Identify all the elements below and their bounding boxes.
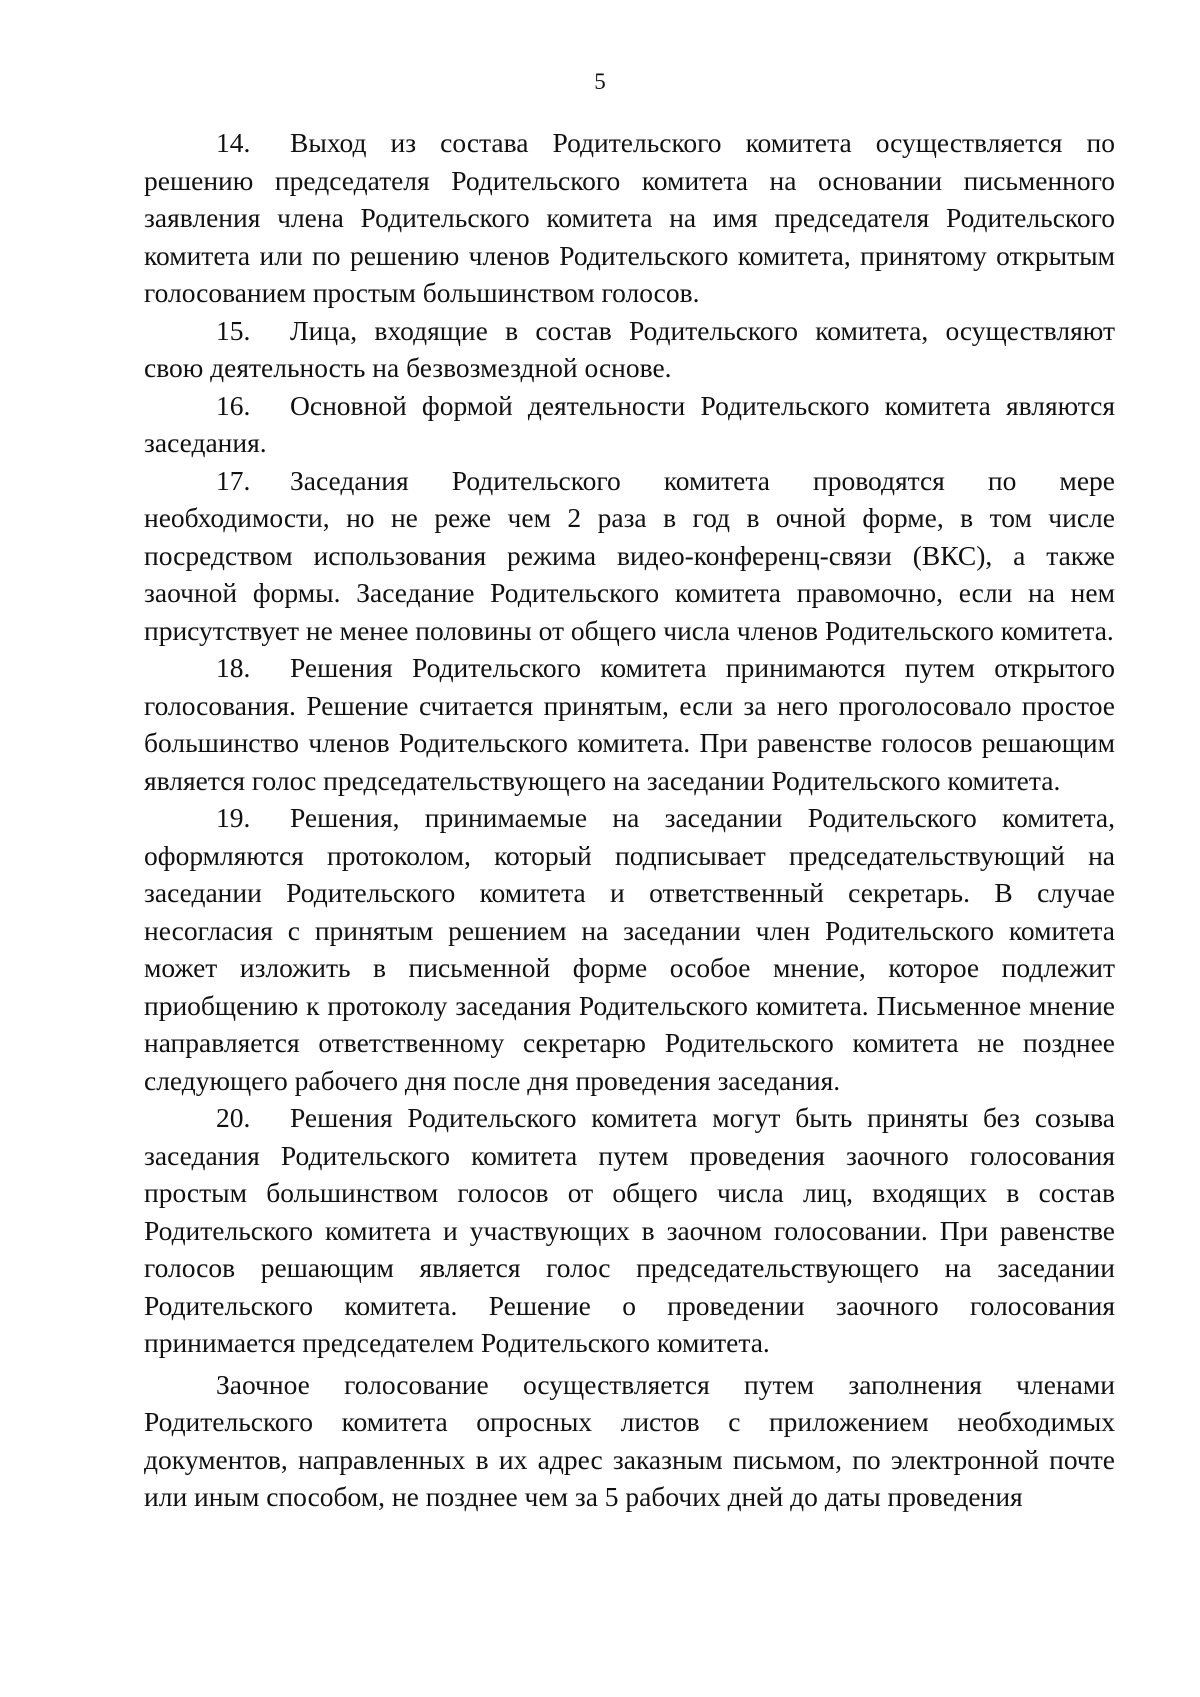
paragraph-text: Решения Родительского комитета принимаются путем открытого голосования. Решение считается принятым, если за него проголосовало простое большинство членов Родительского комитета. При равенстве голосов решающим является голос председательствующего на заседании Родительского комитета.	[144, 652, 1115, 796]
paragraph-text: Лица, входящие в состав Родительского комитета, осуществляют свою деятельность на безвозмездной основе.	[144, 314, 1115, 383]
paragraph-14	[144, 124, 1115, 312]
paragraph-15	[144, 312, 1115, 387]
paragraph-text: Решения, принимаемые на заседании Родительского комитета, оформляются протоколом, который подписывает председательствующий на заседании Родительского комитета и ответственный секретарь. В случае несогласия с принятым решением на заседании член Родительского комитета может изложить в письменной форме особое мнение, которое подлежит приобщению к протоколу заседания Родительского комитета. Письменное мнение направляется ответственному секретарю Родительского комитета не позднее следующего рабочего дня после дня проведения заседания.	[144, 802, 1115, 1096]
paragraph-text: Заседания Родительского комитета проводятся по мере необходимости, но не реже чем 2 раза в год в очной форме, в том числе посредством использования режима видео-конференц-связи (ВКС), а также заочной формы. Заседание Родительского комитета правомочно, если на нем присутствует не менее половины от общего числа членов Родительского комитета.	[144, 464, 1115, 646]
paragraph-17	[144, 462, 1115, 650]
paragraph-19	[144, 799, 1115, 1099]
document-body	[144, 124, 1115, 1516]
paragraph-number: 15.	[216, 314, 251, 346]
page-number: 5	[594, 69, 606, 94]
paragraph-text: Основной формой деятельности Родительского комитета являются заседания.	[144, 389, 1115, 458]
paragraph-number: 14.	[216, 127, 251, 158]
paragraph-number: 16.	[216, 389, 251, 421]
paragraph-18	[144, 649, 1115, 799]
paragraph-number: 18.	[216, 652, 251, 683]
paragraph-text: Заочное голосование осуществляется путем заполнения членами Родительского комитета опросных листов с приложением необходимых документов, направленных в их адрес заказным письмом, по электронной почте или иным способом, не позднее чем за 5 рабочих дней до даты проведения	[144, 1368, 1115, 1512]
paragraph-number: 19.	[216, 802, 251, 833]
paragraph-number: 20.	[216, 1102, 251, 1133]
paragraph-text: Выход из состава Родительского комитета осуществляется по решению председателя Родительского комитета на основании письменного заявления члена Родительского комитета на имя председателя Родительского комитета или по решению членов Родительского комитета, принятому открытым голосованием простым большинством голосов.	[144, 127, 1115, 308]
paragraph-absentee-voting	[144, 1366, 1115, 1516]
paragraph-20	[144, 1099, 1115, 1362]
paragraph-number: 17.	[216, 464, 251, 496]
paragraph-text: Решения Родительского комитета могут быть приняты без созыва заседания Родительского комитета путем проведения заочного голосования простым большинством голосов от общего числа лиц, входящих в состав Родительского комитета и участвующих в заочном голосовании. При равенстве голосов решающим является голос председательствующего на заседании Родительского комитета. Решение о проведении заочного голосования принимается председателем Родительского комитета.	[144, 1102, 1115, 1358]
paragraph-16	[144, 387, 1115, 462]
